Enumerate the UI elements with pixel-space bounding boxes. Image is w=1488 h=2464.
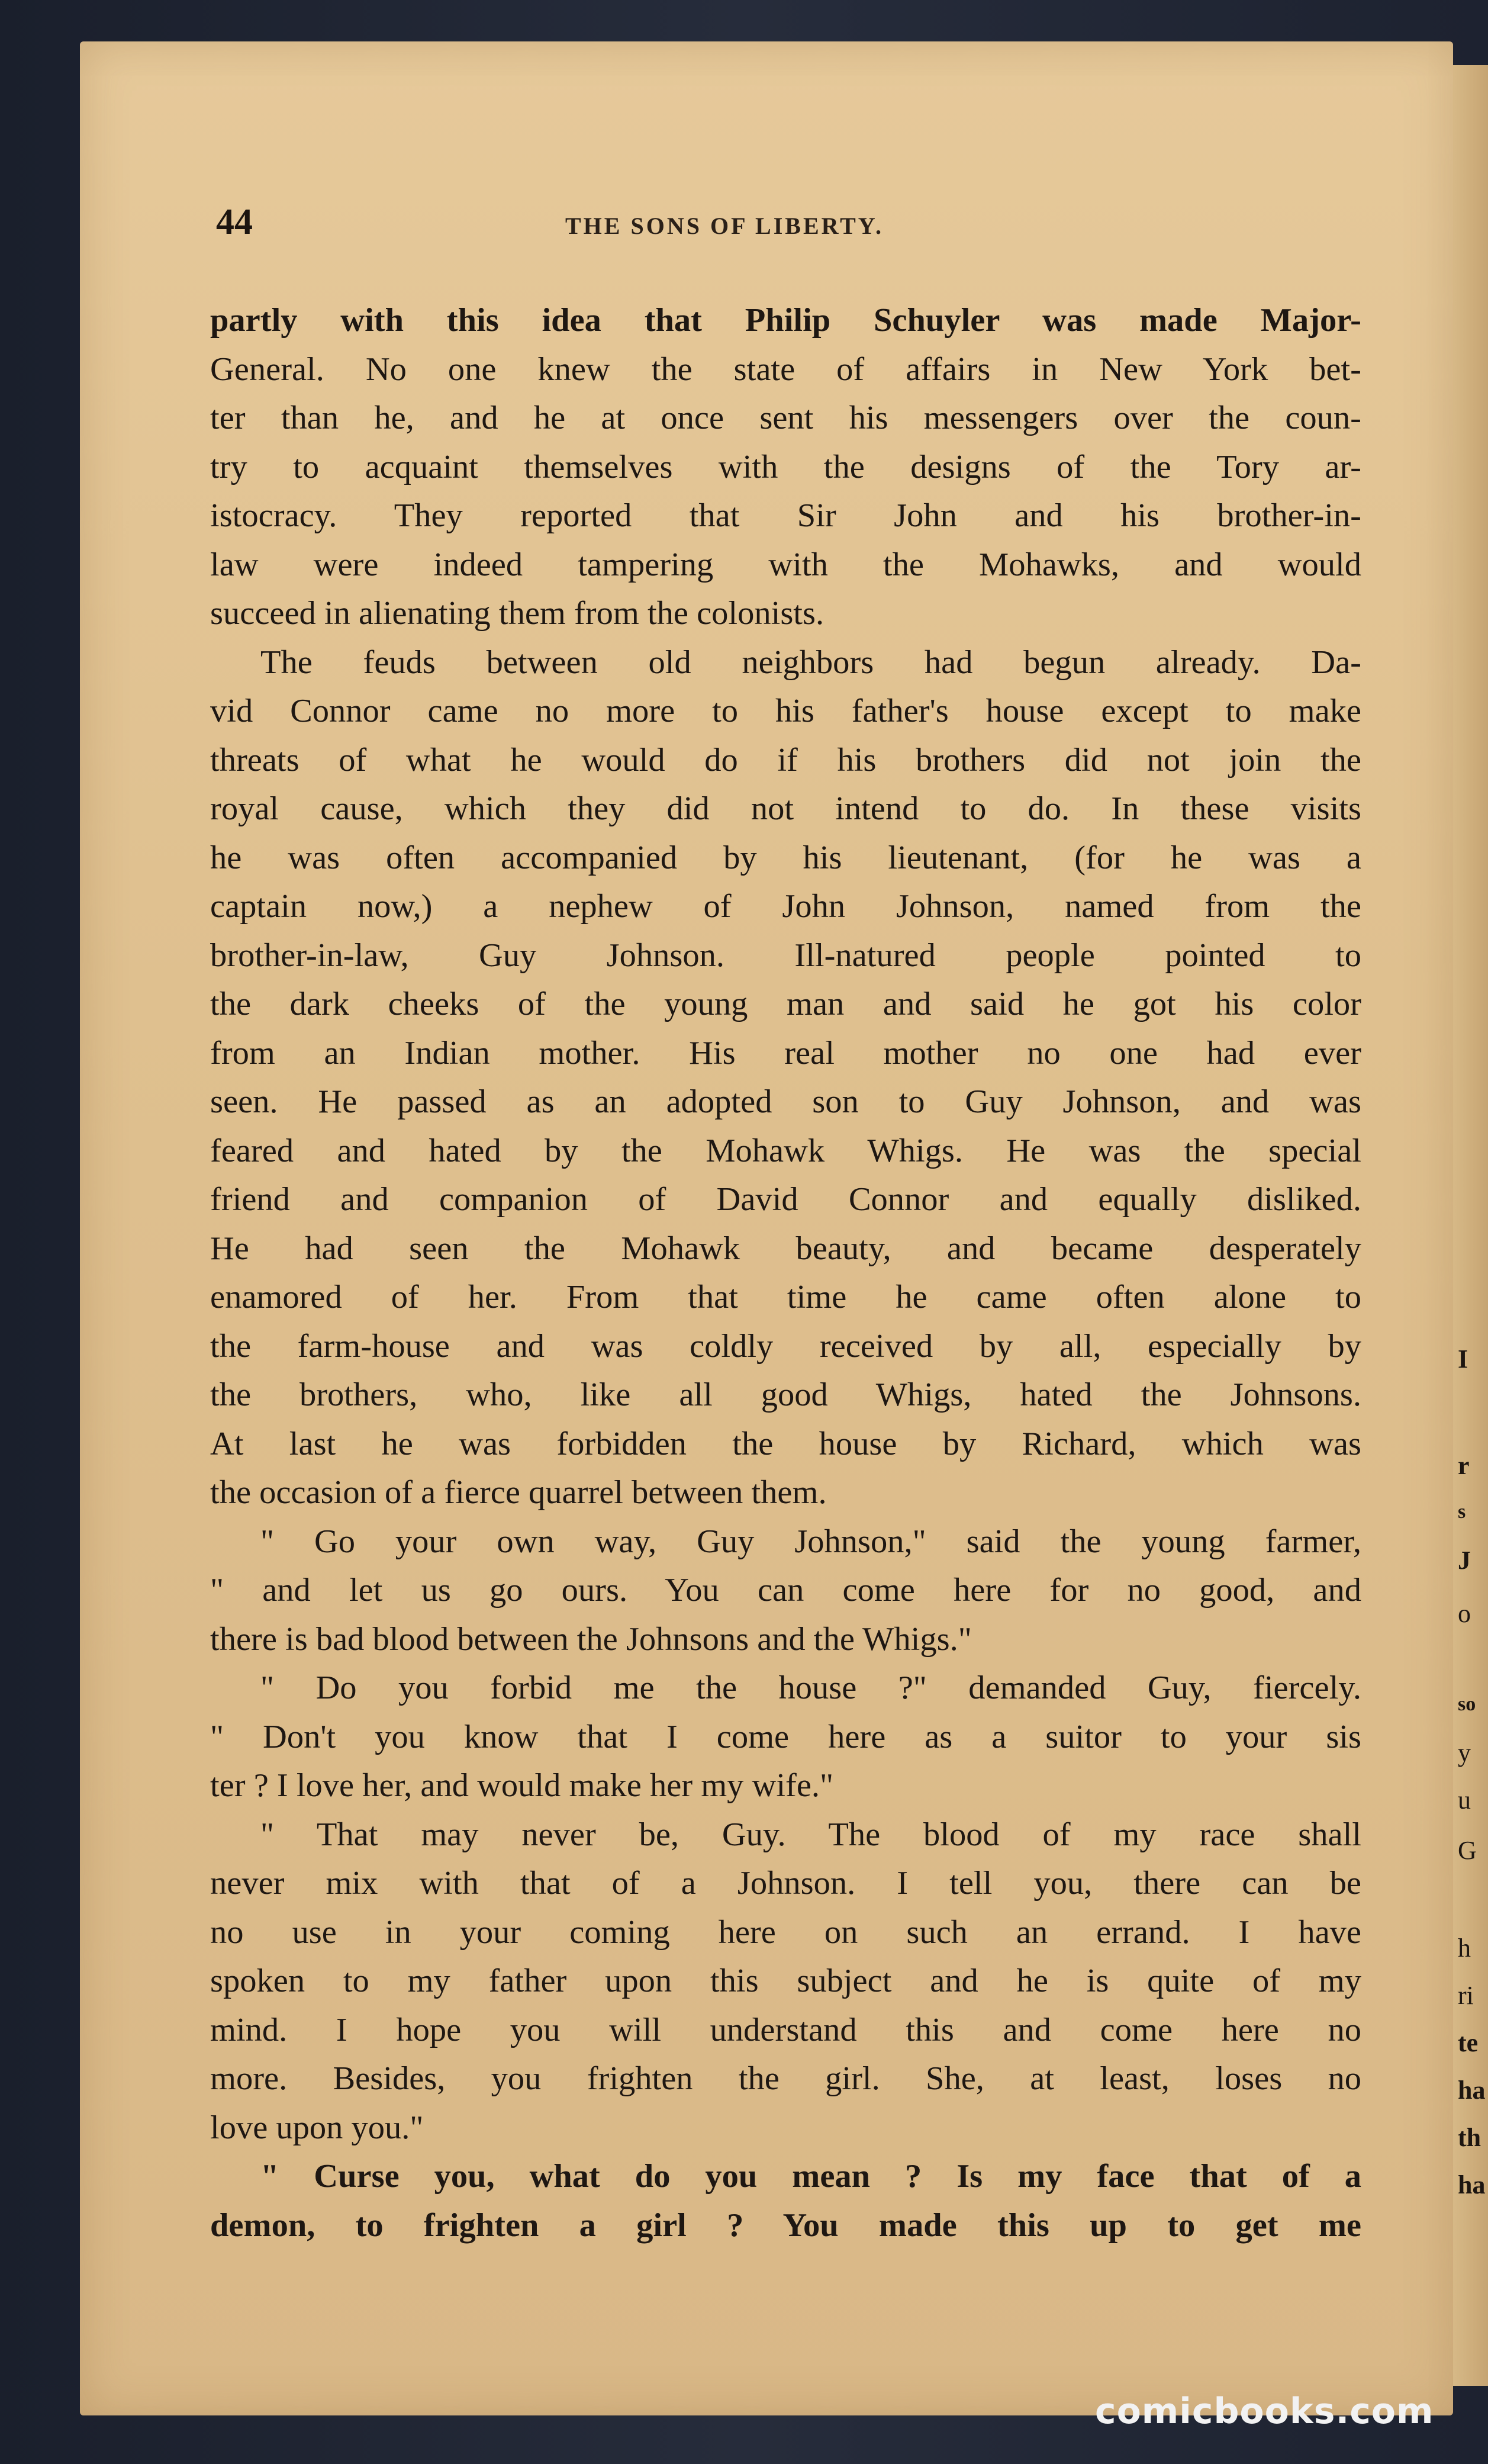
text-line: General. No one knew the state of affairs in New York bet- [210,350,1361,388]
edge-letter: h [1458,1934,1471,1963]
text-line: brother-in-law, Guy Johnson. Ill-natured people pointed to [210,937,1361,974]
edge-letter: r [1458,1451,1470,1480]
text-line: more. Besides, you frighten the girl. She, at least, loses no [210,2060,1361,2097]
text-line: ter than he, and he at once sent his messengers over the coun- [210,400,1361,436]
text-line: law were indeed tampering with the Mohawks, and would [210,546,1361,583]
edge-letter: o [1458,1599,1471,1628]
text-line: succeed in alienating them from the colonists. [210,595,824,632]
running-title: THE SONS OF LIBERTY. [565,213,884,239]
text-line: love upon you." [210,2109,424,2146]
text-line: istocracy. They reported that Sir John and his brother-in- [210,497,1361,534]
text-line: no use in your coming here on such an errand. I have [210,1913,1361,1951]
text-line: mind. I hope you will understand this and come here no [210,2011,1361,2048]
text-line: never mix with that of a Johnson. I tell you, there can be [210,1865,1361,1902]
text-line: spoken to my father upon this subject and he is quite of my [210,1963,1361,1999]
edge-letter: te [1458,2028,1479,2057]
text-line: captain now,) a nephew of John Johnson, named from the [210,888,1361,925]
text-line: ter ? I love her, and would make her my wife." [210,1767,834,1804]
text-line: He had seen the Mohawk beauty, and became desperately [210,1230,1361,1267]
edge-letter: y [1458,1738,1471,1767]
text-line: " Don't you know that I come here as a suitor to your sis [210,1718,1361,1755]
text-line: royal cause, which they did not intend to do. In these visits [210,790,1361,827]
edge-letter: ha [1458,2076,1486,2105]
text-line: the farm-house and was coldly received by all, especially by [210,1327,1361,1365]
text-line: " Go your own way, Guy Johnson," said the young farmer, [260,1523,1361,1560]
edge-letter: I [1458,1344,1468,1373]
page-number: 44 [216,202,253,242]
edge-letter: ri [1458,1981,1474,2010]
page-body-text [210,296,1361,2250]
text-line: The feuds between old neighbors had begun already. Da- [260,644,1361,681]
text-line: partly with this idea that Philip Schuyler was made Major- [210,302,1361,339]
edge-letter: th [1458,2123,1481,2152]
text-line: " Curse you, what do you mean ? Is my face that of a [260,2158,1361,2195]
text-line: from an Indian mother. His real mother no one had ever [210,1034,1361,1072]
edge-letter: J [1458,1546,1471,1575]
text-line: the brothers, who, like all good Whigs, hated the Johnsons. [210,1376,1361,1413]
text-line: seen. He passed as an adopted son to Guy Johnson, and was [210,1083,1361,1120]
edge-letter: u [1458,1786,1471,1815]
text-line: the dark cheeks of the young man and said he got his color [210,986,1361,1022]
text-line: feared and hated by the Mohawk Whigs. He was the special [210,1132,1361,1169]
edge-letter: G [1458,1836,1477,1865]
text-line: vid Connor came no more to his father's house except to make [210,693,1361,729]
text-line: threats of what he would do if his brothers did not join the [210,741,1361,779]
text-line: try to acquaint themselves with the designs of the Tory ar- [210,448,1361,485]
text-line: At last he was forbidden the house by Richard, which was [210,1425,1361,1462]
text-line: " That may never be, Guy. The blood of my race shall [260,1816,1361,1853]
text-line: he was often accompanied by his lieutenant, (for he was a [210,839,1361,876]
text-line: enamored of her. From that time he came often alone to [210,1279,1361,1315]
text-line: demon, to frighten a girl ? You made this up to get me [210,2206,1361,2244]
text-line: " Do you forbid me the house ?" demanded Guy, fiercely. [260,1670,1361,1706]
text-line: " and let us go ours. You can come here for no good, and [210,1572,1361,1609]
watermark: comicbooks.com [1095,2391,1434,2432]
edge-letter: s [1458,1501,1466,1523]
text-line: friend and companion of David Connor and equally disliked. [210,1181,1361,1218]
edge-letter: ha [1458,2170,1486,2199]
edge-letter: so [1458,1693,1476,1715]
text-line: there is bad blood between the Johnsons and the Whigs." [210,1620,972,1658]
text-line: the occasion of a fierce quarrel between them. [210,1474,827,1511]
